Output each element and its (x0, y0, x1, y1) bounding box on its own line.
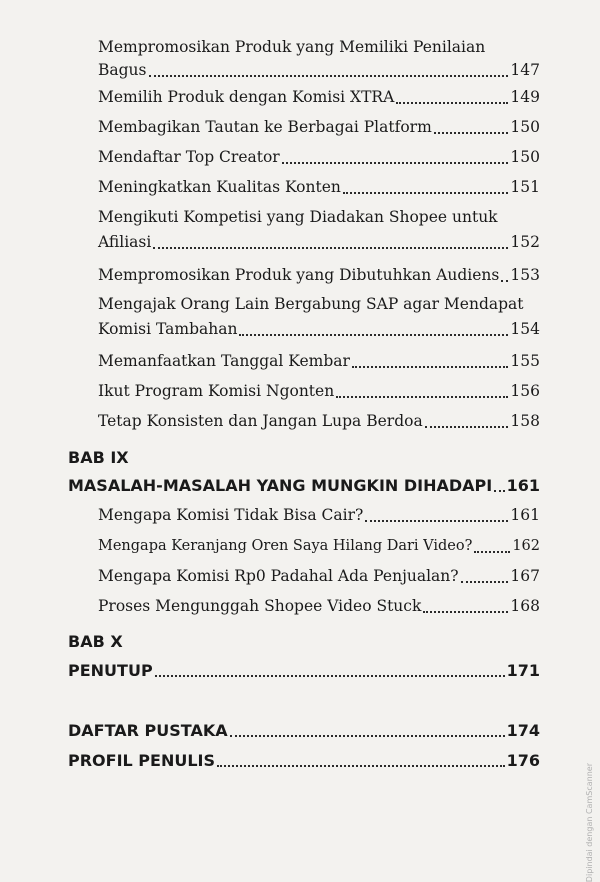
chapter-heading (68, 476, 540, 495)
leader-dots (217, 764, 505, 767)
back-matter-title: DAFTAR PUSTAKA (68, 721, 228, 740)
toc-entry-page: 156 (510, 382, 540, 400)
toc-entry (98, 506, 540, 525)
toc-entry (98, 537, 540, 556)
toc-entry (98, 352, 540, 371)
leader-dots (149, 74, 509, 77)
chapter-page: 161 (506, 476, 540, 495)
toc-entry (98, 208, 540, 252)
toc-entry (98, 88, 540, 107)
toc-entry (98, 148, 540, 167)
toc-entry-line1: Mengikuti Kompetisi yang Diadakan Shopee untuk (98, 208, 498, 226)
chapter-heading (68, 661, 540, 680)
toc-entry-page: 168 (510, 597, 540, 615)
leader-dots (153, 246, 508, 249)
toc-entry-page: 162 (512, 538, 540, 554)
leader-dots (352, 365, 509, 368)
toc-entry-page: 151 (510, 178, 540, 196)
toc-entry-page: 161 (510, 506, 540, 524)
back-matter-entry (68, 721, 540, 740)
leader-dots (365, 519, 508, 522)
toc-entry-title: Proses Mengunggah Shopee Video Stuck (98, 597, 422, 615)
back-matter-page: 174 (506, 721, 540, 740)
toc-entry-title: Tetap Konsisten dan Jangan Lupa Berdoa (98, 412, 423, 430)
chapter-title: PENUTUP (68, 661, 153, 680)
leader-dots (425, 425, 509, 428)
toc-entry-page: 152 (510, 233, 540, 251)
toc-entry-page: 158 (510, 412, 540, 430)
toc-entry (98, 266, 540, 285)
toc-entry-title: Mempromosikan Produk yang Dibutuhkan Audiens (98, 266, 500, 284)
back-matter-entry (68, 751, 540, 770)
toc-entry-page: 150 (510, 118, 540, 136)
leader-dots (239, 333, 508, 336)
toc-entry-page: 154 (510, 320, 540, 338)
leader-dots (501, 279, 508, 282)
toc-entry-title: Mendaftar Top Creator (98, 148, 280, 166)
toc-entry-title: Mengapa Komisi Tidak Bisa Cair? (98, 506, 364, 524)
toc-entry-title: Komisi Tambahan (98, 320, 238, 338)
chapter-title: MASALAH-MASALAH YANG MUNGKIN DIHADAPI (68, 476, 493, 495)
toc-entry-title: Mengapa Komisi Rp0 Padahal Ada Penjualan? (98, 567, 459, 585)
toc-entry-title: Mengapa Keranjang Oren Saya Hilang Dari Video? (98, 538, 473, 554)
toc-entry-title: Bagus (98, 61, 147, 79)
toc-entry-page: 150 (510, 148, 540, 166)
toc-entry-title: Meningkatkan Kualitas Konten (98, 178, 341, 196)
toc-entry-page: 153 (510, 266, 540, 284)
toc-entry-page: 147 (510, 61, 540, 79)
leader-dots (155, 674, 505, 677)
toc-entry (98, 38, 540, 80)
back-matter-title: PROFIL PENULIS (68, 751, 216, 770)
toc-entry-title: Afiliasi (98, 233, 152, 251)
toc-entry-title: Memilih Produk dengan Komisi XTRA (98, 88, 395, 106)
chapter-label: BAB X (68, 632, 123, 651)
leader-dots (343, 191, 509, 194)
leader-dots (282, 161, 509, 164)
leader-dots (494, 489, 504, 492)
toc-entry (98, 567, 540, 586)
toc-entry-page: 167 (510, 567, 540, 585)
toc-entry-page: 155 (510, 352, 540, 370)
toc-entry-title: Memanfaatkan Tanggal Kembar (98, 352, 350, 370)
toc-entry (98, 382, 540, 401)
chapter-page: 171 (506, 661, 540, 680)
leader-dots (461, 580, 509, 583)
toc-entry-title: Membagikan Tautan ke Berbagai Platform (98, 118, 432, 136)
leader-dots (396, 101, 508, 104)
toc-entry-page: 149 (510, 88, 540, 106)
toc-entry-line1: Mempromosikan Produk yang Memiliki Penilaian (98, 38, 486, 56)
toc-entry-line1: Mengajak Orang Lain Bergabung SAP agar Mendapat (98, 295, 524, 313)
leader-dots (434, 131, 509, 134)
toc-entry (98, 412, 540, 431)
leader-dots (336, 395, 508, 398)
leader-dots (230, 734, 505, 737)
leader-dots (474, 550, 510, 553)
scanner-watermark: Dipindai dengan CamScanner (585, 763, 594, 882)
back-matter-page: 176 (506, 751, 540, 770)
chapter-label: BAB IX (68, 448, 129, 467)
toc-entry (98, 295, 540, 339)
toc-entry-title: Ikut Program Komisi Ngonten (98, 382, 335, 400)
toc-entry (98, 597, 540, 616)
toc-entry (98, 118, 540, 137)
toc-entry (98, 178, 540, 197)
leader-dots (423, 610, 508, 613)
